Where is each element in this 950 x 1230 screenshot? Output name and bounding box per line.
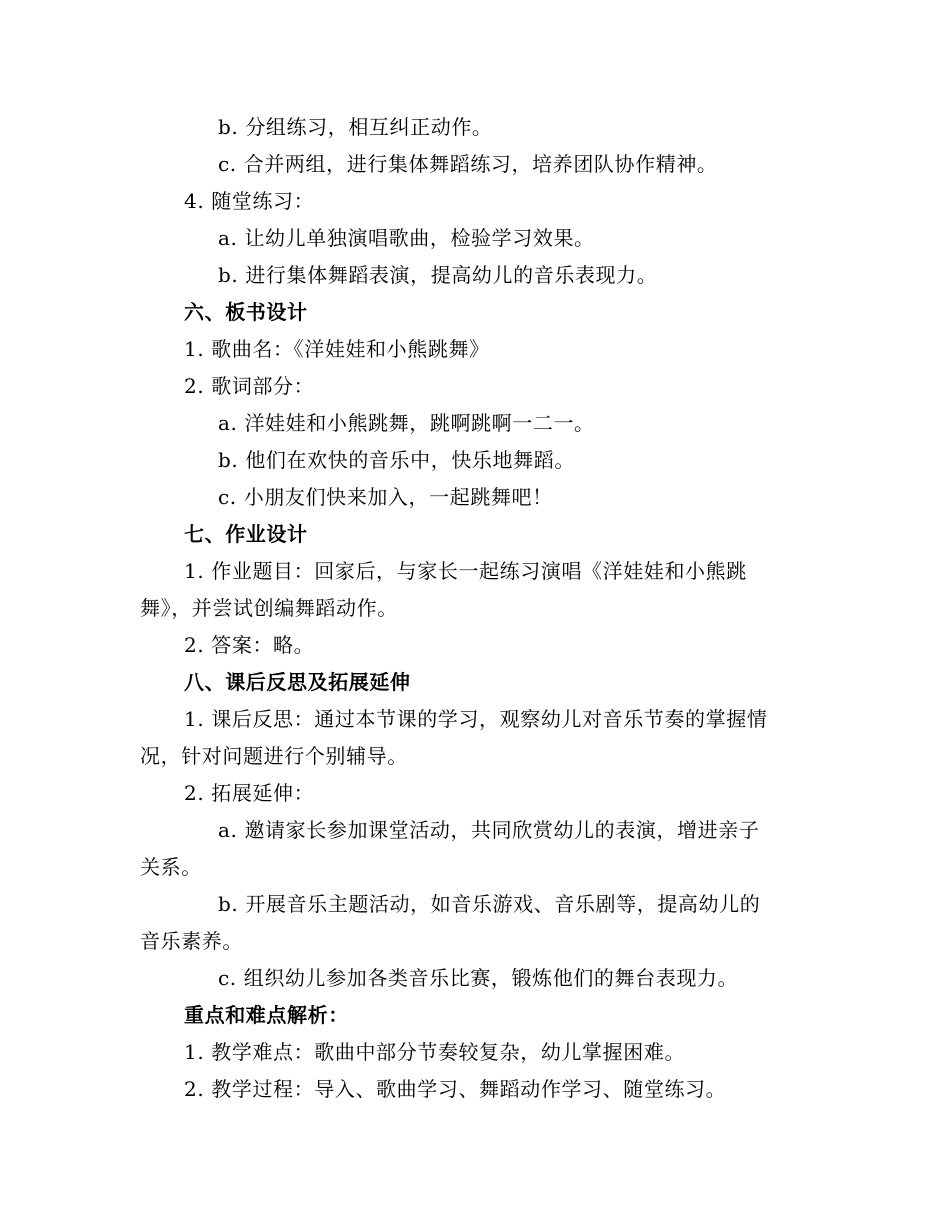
list-item: 2. 答案：略。 (184, 633, 315, 657)
section-heading: 六、板书设计 (184, 300, 308, 324)
list-item: 1. 教学难点：歌曲中部分节奏较复杂，幼儿掌握困难。 (184, 1040, 686, 1064)
list-item: 1. 歌曲名：《洋娃娃和小熊跳舞》 (184, 337, 490, 361)
paragraph-line: c. 组织幼儿参加各类音乐比赛，锻炼他们的舞台表现力。 (218, 966, 739, 990)
list-item: 2. 教学过程：导入、歌曲学习、舞蹈动作学习、随堂练习。 (184, 1077, 727, 1101)
paragraph-line: b. 开展音乐主题活动，如音乐游戏、音乐剧等，提高幼儿的 (218, 892, 761, 916)
paragraph-line: b. 分组练习，相互纠正动作。 (218, 115, 493, 139)
section-heading: 七、作业设计 (184, 522, 308, 546)
paragraph-line: a. 让幼儿单独演唱歌曲，检验学习效果。 (218, 226, 595, 250)
paragraph-line: a. 邀请家长参加课堂活动，共同欣赏幼儿的表演，增进亲子 (218, 818, 760, 842)
section-heading: 八、课后反思及拓展延伸 (184, 670, 411, 694)
section-heading: 重点和难点解析： (184, 1003, 349, 1027)
paragraph-line: 舞》，并尝试创编舞蹈动作。 (140, 596, 398, 620)
list-item: 1. 课后反思：通过本节课的学习，观察幼儿对音乐节奏的掌握情 (184, 707, 768, 731)
list-item: 2. 拓展延伸： (184, 781, 315, 805)
paragraph-line: c. 小朋友们快来加入，一起跳舞吧！ (218, 485, 553, 509)
paragraph-line: c. 合并两组，进行集体舞蹈练习，培养团队协作精神。 (218, 152, 718, 176)
paragraph-line: b. 他们在欢快的音乐中，快乐地舞蹈。 (218, 448, 575, 472)
paragraph-line: 况，针对问题进行个别辅导。 (140, 744, 408, 768)
paragraph-line: 关系。 (140, 855, 202, 879)
list-item: 1. 作业题目：回家后，与家长一起练习演唱《洋娃娃和小熊跳 (184, 559, 747, 583)
paragraph-line: a. 洋娃娃和小熊跳舞，跳啊跳啊一二一。 (218, 411, 595, 435)
paragraph-line: b. 进行集体舞蹈表演，提高幼儿的音乐表现力。 (218, 263, 658, 287)
list-item: 4. 随堂练习： (184, 189, 315, 213)
paragraph-line: 音乐素养。 (140, 929, 243, 953)
list-item: 2. 歌词部分： (184, 374, 315, 398)
